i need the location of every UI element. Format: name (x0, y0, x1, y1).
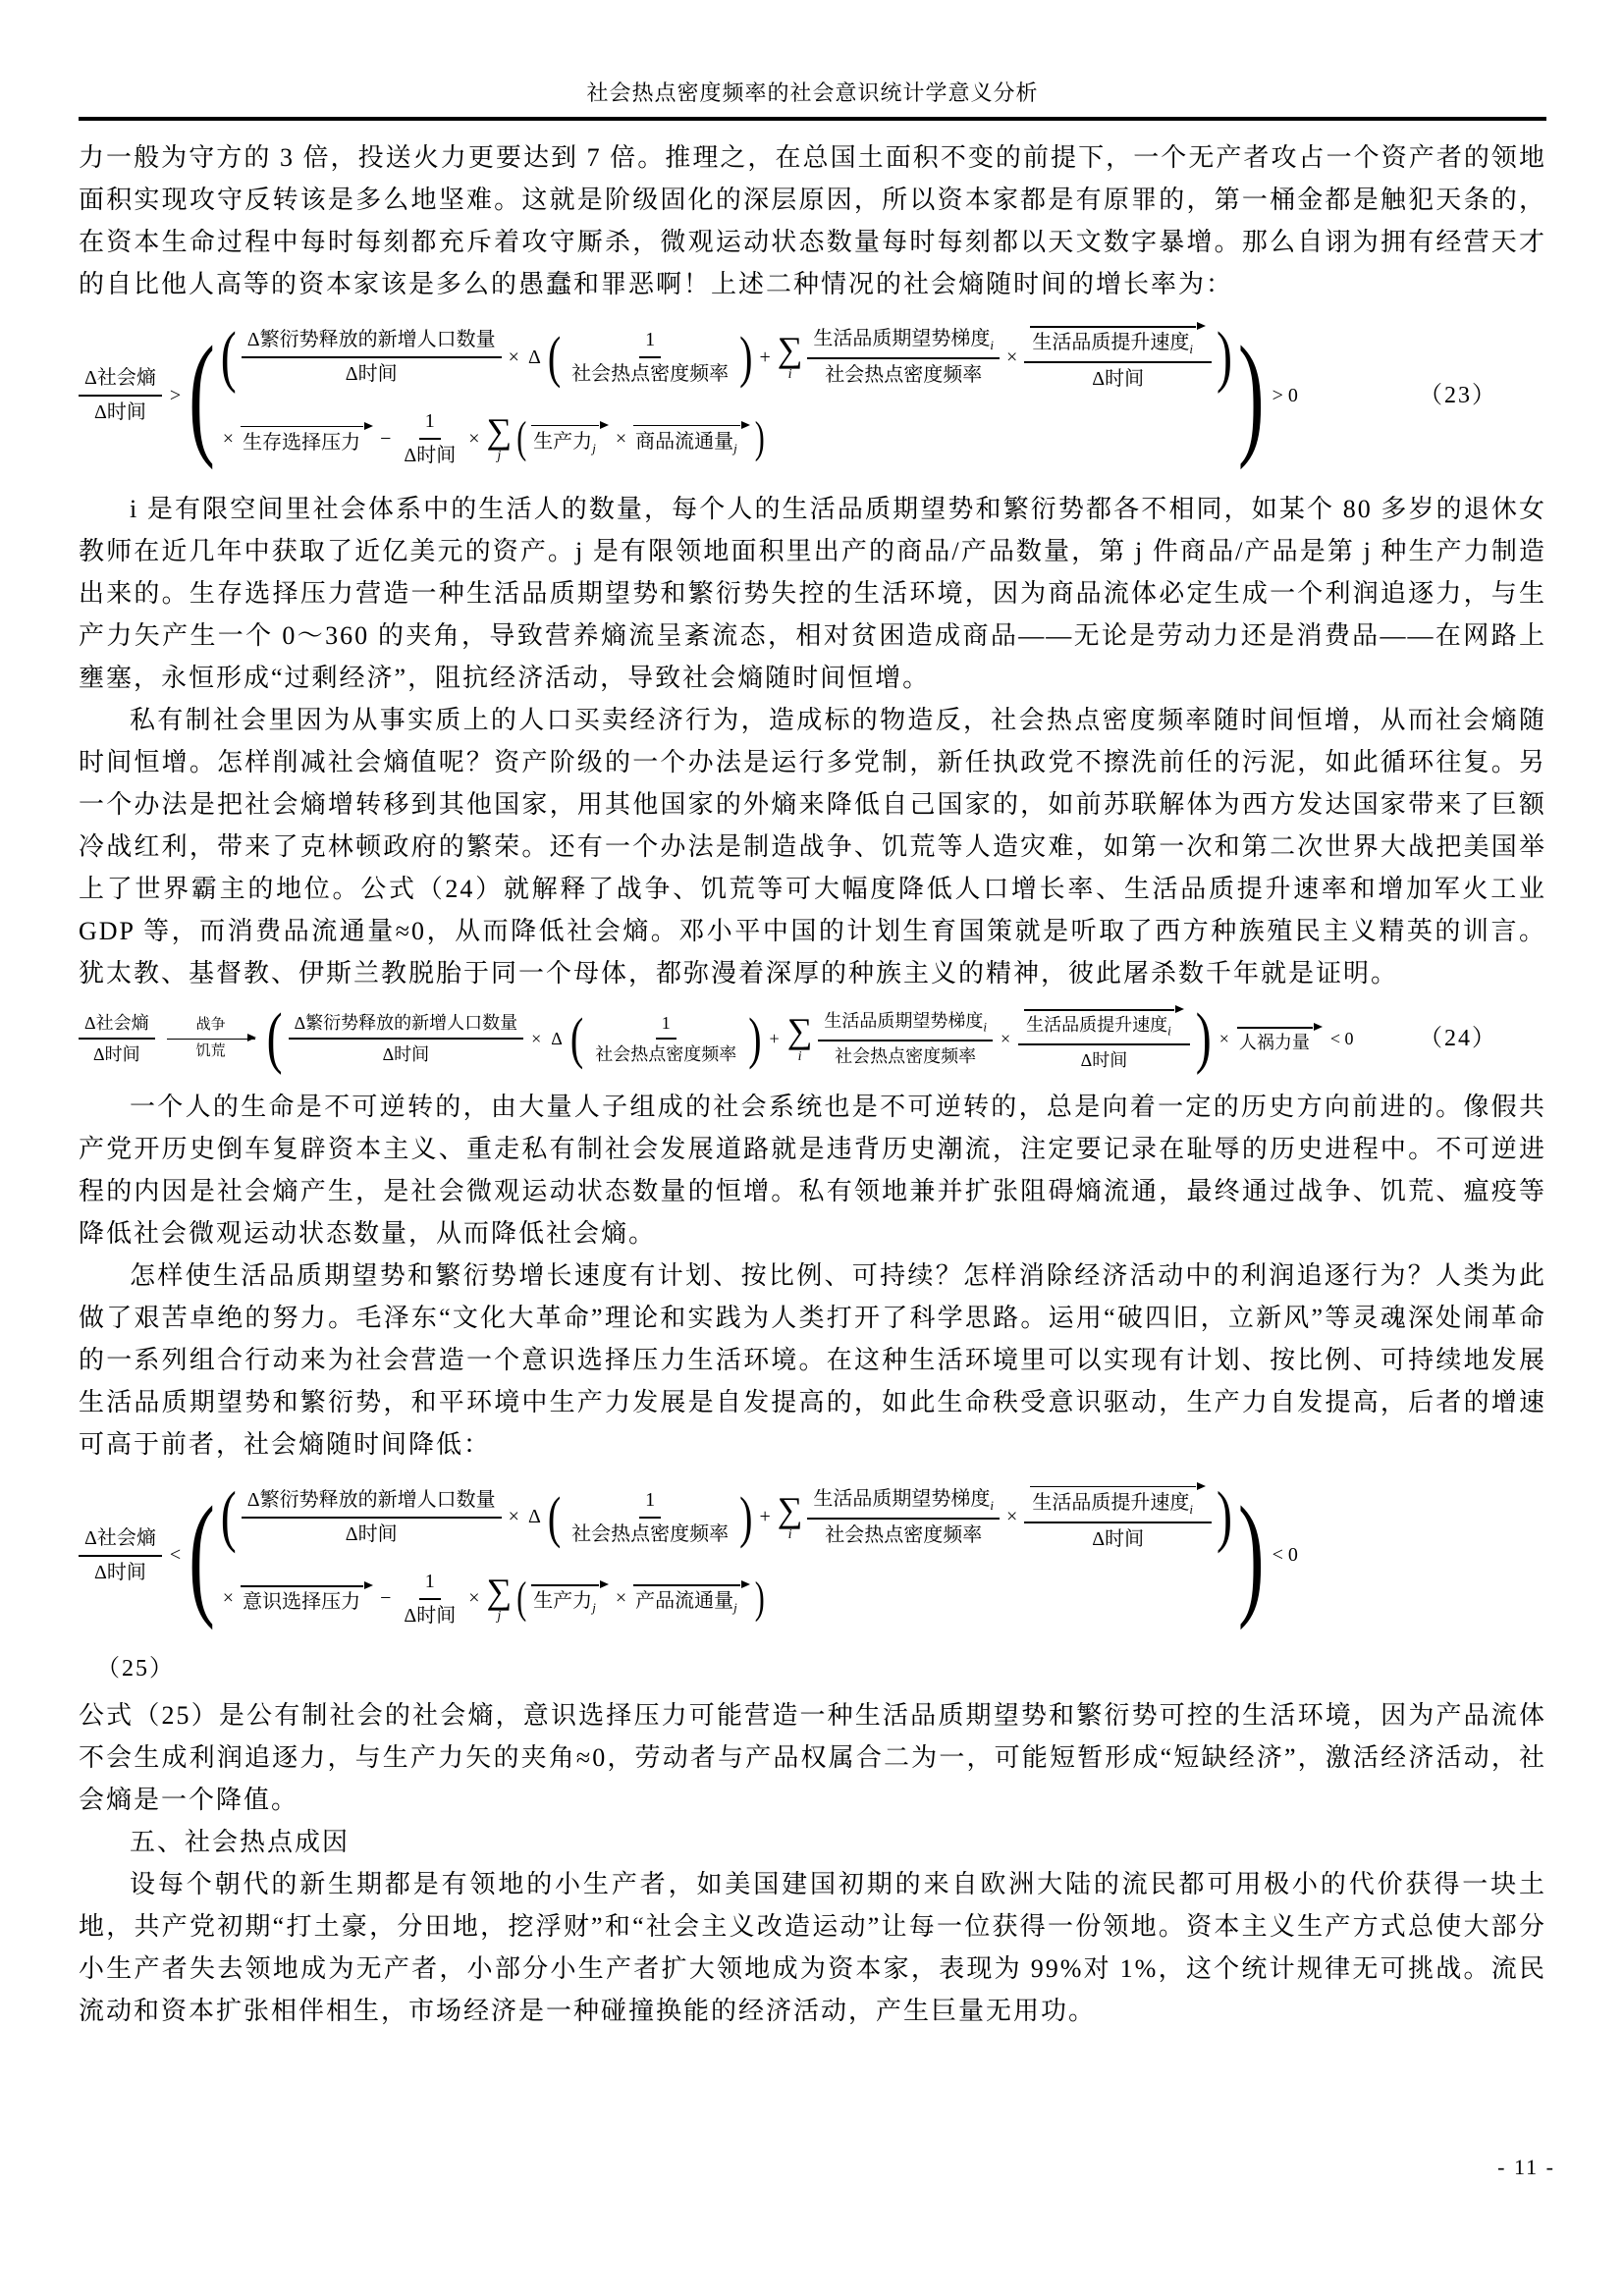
f24-label: （24） (1419, 1026, 1497, 1052)
f25-conscious-vector: 意识选择压力 (241, 1582, 373, 1615)
f24-arrow-line (167, 1039, 255, 1041)
f24-lparen: ( (266, 1000, 283, 1077)
f23-goodsflow-vector: 商品流通量$_j$ (633, 422, 750, 456)
f23-row1-lparen: ( (220, 318, 237, 395)
f23-label: （23） (1419, 383, 1497, 409)
paragraph-4: 一个人的生命是不可逆转的，由大量人子组成的社会系统也是不可逆转的，总是向着一定的历史方向前进的。像假共产党开历史倒车复辟资本主义、重走私有制社会发展道路就是违背历史潮流，注定要记录在耻辱的历史进程中。不可逆进程的内因是社会熵产生，是社会微观运动状态数量的恒增。私有领地兼并扩张阻碍熵流通，最终通过战争、饥荒、瘟疫等降低社会微观运动状态数量，从而降低社会熵。 (79, 1092, 1546, 1248)
f25-term3: $\frac{生活品质期望势梯度_i}{\text{社会热点密度频率}}$ (807, 1485, 1000, 1550)
page-content (79, 0, 1546, 2032)
f25-relation: < (169, 1544, 182, 1567)
f24-tail: < 0 (1329, 1029, 1354, 1049)
f25-label: （25） (96, 1655, 175, 1682)
f23-body (220, 318, 1232, 470)
formula-23 (79, 318, 1546, 472)
f23-tail: > 0 (1272, 384, 1298, 406)
f23-term4: $\frac{生活品质提升速度_i}{\text{Δ时间}}$ (1024, 321, 1212, 394)
f23-lhs-den: Δ时间 (94, 401, 146, 424)
f25-body (220, 1478, 1232, 1630)
page-number: - 11 - (1497, 2155, 1555, 2179)
f23-outer-rparen: ) (1237, 320, 1265, 472)
f23-relation: > (169, 384, 182, 406)
f25-prod-vector: 生产力$_j$ (531, 1581, 609, 1616)
f23-speed-vector: 生活品质提升速度$_i$ (1030, 323, 1206, 357)
f23-outer-lparen: ( (189, 320, 215, 472)
paragraph-1: 力一般为守方的 3 倍，投送火力更要达到 7 倍。推理之，在总国土面积不变的前提下，一个无产者攻占一个资产者的领地面积实现攻守反转该是多么地坚难。这就是阶级固化的深层原因，所以资本家都是有原罪的，第一桶金都是触犯天条的，在资本生命过程中每时每刻都充斥着攻守厮杀，微观运动状态数量每时每刻都以天文数字暴增。那么自诩为拥有经营天才的自比他人高等的资本家该是多么的愚蠢和罪恶啊！上述二种情况的社会熵随时间的增长率为： (79, 143, 1546, 298)
f24-arrow-top-label: 战争 (195, 1017, 226, 1034)
f25-term1: $\frac{\text{Δ繁衍势释放的新增人口数量}}{\text{Δ时间}}$ (242, 1486, 502, 1549)
f23-prod-vector: 生产力$_j$ (531, 422, 609, 456)
f24-speed-vector: 生活品质提升速度$_i$ (1024, 1006, 1184, 1040)
f25-sum-i: ∑ i (777, 1489, 803, 1542)
paragraph-3: 私有制社会里因为从事实质上的人口买卖经济行为，造成标的物造反，社会热点密度频率随时间恒增，从而社会熵随时间恒增。怎样削减社会熵值呢？资产阶级的一个办法是运行多党制，新任执政党不擦洗前任的污泥，如此循环往复。另一个办法是把社会熵增转移到其他国家，用其他国家的外熵来降低自己国家的，如前苏联解体为西方发达国家带来了巨额冷战红利，带来了克林顿政府的繁荣。还有一个办法是制造战争、饥荒等人造灾难，如第一次和第二次世界大战把美国举上了世界霸主的地位。公式（24）就解释了战争、饥荒等可大幅度降低人口增长率、生活品质提升速率和增加军火工业 GDP 等，而消费品流通量≈0，从而降低社会熵。邓小平中国的计划生育国策就是听取了西方种族殖民主义精英的训言。犹太教、基督教、伊斯兰教脱胎于同一个母体，都弥漫着深厚的种族主义的精神，彼此屠杀数千年就是证明。 (79, 706, 1546, 988)
f23-row1: ( $\frac{\text{Δ繁衍势释放的新增人口数量}}{\text{Δ时间}}$ × Δ ( $\frac{1}{\text{社会热点密度频率}}$ ) + ∑ i $\frac{生活品质期望势梯度_i}{\text{社会热点密度频率}}$ × $\frac{生活品质提升速度_i}{\text{Δ时间}}$ ) (220, 318, 1232, 395)
f24-disaster-vector: 人祸力量 (1237, 1024, 1323, 1054)
section-heading-5: 五、社会热点成因 (130, 1827, 351, 1856)
f23-lhs-num: Δ社会熵 (79, 364, 162, 397)
f23-term1: $\frac{\text{Δ繁衍势释放的新增人口数量}}{\text{Δ时间}}$ (242, 326, 502, 389)
f24-arrow-bottom-label: 饥荒 (195, 1043, 226, 1060)
f25-term4: $\frac{生活品质提升速度_i}{\text{Δ时间}}$ (1024, 1481, 1212, 1554)
f25-sum-j: ∑ j (486, 1571, 513, 1624)
paragraph-6: 公式（25）是公有制社会的社会熵，意识选择压力可能营造一种生活品质期望势和繁衍势可控的生活环境，因为产品流体不会生成利润追逐力，与生产力矢的夹角≈0，劳动者与产品权属合二为一，可能短暂形成“短缺经济”，激活经济活动，社会熵是一个降值。 (79, 1700, 1546, 1814)
f23-row2: × 生存选择压力 − $\frac{1}{\text{Δ时间}}$ × ∑ j ( 生产力$_j$ × 商品流通量$_j$ ) (221, 407, 765, 470)
formula-24: $\frac{\text{Δ社会熵}}{\text{Δ时间}}$ 战争 饥荒 ( $\frac{\text{Δ繁衍势释放的新增人口数量}}{\text{Δ时间}}$ × Δ ( $\frac{1}{\text{社会热点密度频率}}$ ) + ∑ i $\frac{生活品质期望势梯度_i}{\text{社会热点密度频率}}$ × $\frac{生活品质提升速度_i}{\text{Δ时间}}$ ) × 人祸力量 < 0 （24） (79, 1004, 1546, 1073)
f24-term2: $\frac{1}{\text{社会热点密度频率}}$ (589, 1010, 742, 1068)
f24-term4: $\frac{生活品质提升速度_i}{\text{Δ时间}}$ (1018, 1004, 1190, 1073)
f23-row1-rparen: ) (1216, 318, 1232, 395)
f23-term5: $\frac{1}{\text{Δ时间}}$ (398, 407, 461, 470)
formula-25 (79, 1478, 1546, 1631)
f25-outer-lparen: ( (189, 1479, 215, 1631)
f23-sum-j: ∑ j (486, 411, 513, 464)
f25-productflow-vector: 产品流通量$_j$ (633, 1581, 750, 1616)
paragraph-5: 怎样使生活品质期望势和繁衍势增长速度有计划、按比例、可持续？怎样消除经济活动中的利润追逐行为？人类为此做了艰苦卓绝的努力。毛泽东“文化大革命”理论和实践为人类打开了科学思路。运用“破四旧，立新风”等灵魂深处闹革命的一系列组合行动来为社会营造一个意识选择压力生活环境。在这种生活环境里可以实现有计划、按比例、可持续地发展生活品质期望势和繁衍势，和平环境中生产力发展是自发提高的，如此生命秩受意识驱动，生产力自发提高，后者的增速可高于前者，社会熵随时间降低： (79, 1260, 1546, 1459)
f24-war-famine-arrow (167, 1017, 255, 1060)
f25-term2: $\frac{1}{\text{社会热点密度频率}}$ (566, 1486, 734, 1549)
f25-lhs-fraction: $\frac{\text{Δ社会熵}}{\text{Δ时间}}$ (79, 1524, 162, 1587)
paragraph-7: 设每个朝代的新生期都是有领地的小生产者，如美国建国初期的来自欧洲大陆的流民都可用极小的代价获得一块土地，共产党初期“打土豪，分田地，挖浮财”和“社会主义改造运动”让每一位获得一份领地。资本主义生产方式总使大部分小生产者失去领地成为无产者，小部分小生产者扩大领地成为资本家，表现为 99%对 1%，这个统计规律无可挑战。流民流动和资本扩张相伴相生，市场经济是一种碰撞换能的经济活动，产生巨量无用功。 (79, 1869, 1546, 2025)
f23-survival-vector: 生存选择压力 (241, 423, 373, 455)
f24-term1: $\frac{\text{Δ繁衍势释放的新增人口数量}}{\text{Δ时间}}$ (289, 1010, 524, 1068)
paragraph-2: i 是有限空间里社会体系中的生活人的数量，每个人的生活品质期望势和繁衍势都各不相同，如某个 80 多岁的退休女教师在近几年中获取了近亿美元的资产。j 是有限领地面积里出产的商品/产品数量，第 j 件商品/产品是第 j 种生产力制造出来的。生存选择压力营造一种生活品质期望势和繁衍势失控的生活环境，因为商品流体必定生成一个利润追逐力，与生产力矢产生一个 0～360 的夹角，导致营养熵流呈紊流态，相对贫困造成商品——无论是劳动力还是消费品——在网路上壅塞，永恒形成“过剩经济”，阻抗经济活动，导致社会熵随时间恒增。 (79, 495, 1546, 693)
f25-row1: ( $\frac{\text{Δ繁衍势释放的新增人口数量}}{\text{Δ时间}}$ × Δ ( $\frac{1}{\text{社会热点密度频率}}$ ) + ∑ i $\frac{生活品质期望势梯度_i}{\text{社会热点密度频率}}$ × $\frac{生活品质提升速度_i}{\text{Δ时间}}$ ) (220, 1478, 1232, 1555)
f24-sum-i: ∑ i (786, 1011, 813, 1064)
f25-row2: × 意识选择压力 − $\frac{1}{\text{Δ时间}}$ × ∑ j ( 生产力$_j$ × 产品流通量$_j$ ) (221, 1568, 765, 1630)
page-header-title: 社会热点密度频率的社会意识统计学意义分析 (586, 80, 1039, 105)
f23-term2: $\frac{1}{\text{社会热点密度频率}}$ (566, 326, 734, 389)
f24-rparen: ) (1195, 1000, 1212, 1077)
header-rule (79, 117, 1546, 121)
f24-lhs-fraction: $\frac{\text{Δ社会熵}}{\text{Δ时间}}$ (79, 1010, 155, 1068)
f23-lhs-fraction (79, 364, 162, 427)
f25-outer-rparen: ) (1237, 1479, 1265, 1631)
f23-term3: $\frac{生活品质期望势梯度_i}{\text{社会热点密度频率}}$ (807, 325, 1000, 390)
f23-sum-i: ∑ i (777, 330, 803, 383)
f25-tail: < 0 (1272, 1544, 1298, 1567)
f24-term3: $\frac{生活品质期望势梯度_i}{\text{社会热点密度频率}}$ (818, 1008, 993, 1069)
f25-speed-vector: 生活品质提升速度$_i$ (1030, 1483, 1206, 1518)
f25-term5: $\frac{1}{\text{Δ时间}}$ (398, 1568, 461, 1630)
